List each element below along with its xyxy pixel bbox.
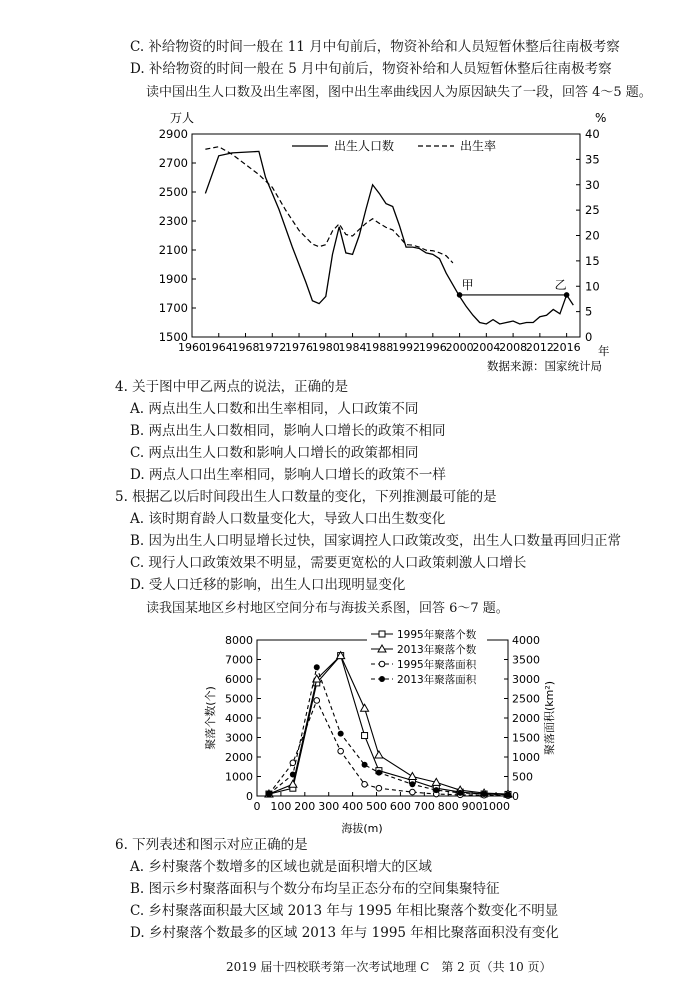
series-1-point [361, 704, 369, 711]
settlement-chart [0, 626, 696, 836]
right-tick-label: 2000 [512, 712, 540, 725]
x-unit-label: 年 [598, 344, 610, 358]
legend-births-label: 出生人口数 [334, 139, 395, 153]
x-tick-label: 1988 [365, 341, 394, 354]
x-tick-label: 2012 [525, 341, 554, 354]
question-4-option-d: D. 两点人口出生率相同，影响人口增长的政策不一样 [130, 467, 446, 483]
x-tick-label: 2000 [445, 341, 474, 354]
left-unit-label: 万人 [170, 111, 195, 125]
series-1-point [375, 751, 383, 758]
legend-label-0: 1995年聚落个数 [397, 629, 477, 641]
x-tick-label: 100 [270, 800, 292, 813]
left-tick-label: 4000 [225, 712, 253, 725]
left-tick-label: 2300 [158, 214, 188, 228]
right-tick-label: 4000 [512, 634, 540, 647]
question-6: 6. 下列表述和图示对应正确的是 [115, 837, 308, 853]
question-4-option-c: C. 两点出生人口数和影响人口增长的政策都相同 [130, 445, 419, 461]
right-tick-label: 3000 [512, 673, 540, 686]
x-tick-label: 1996 [418, 341, 447, 354]
series-line-2 [269, 700, 508, 795]
right-tick-label: 2500 [512, 692, 540, 706]
legend-label-1: 2013年聚落个数 [397, 644, 477, 656]
series-1-point [289, 780, 297, 787]
point-yi-label: 乙 [554, 277, 567, 292]
question-5: 5. 根据乙以后时间段出生人口数量的变化，下列推测最可能的是 [115, 489, 497, 505]
x-tick-label: 200 [294, 800, 316, 813]
question-6-option-d: D. 乡村聚落个数最多的区域 2013 年与 1995 年相比聚落面积没有变化 [130, 925, 559, 941]
x-tick-label: 300 [318, 800, 340, 813]
question-5-option-c: C. 现行人口政策效果不明显，需要更宽松的人口政策刺激人口增长 [130, 555, 527, 571]
right-unit-label: % [595, 111, 607, 125]
right-tick-label: 5 [585, 304, 593, 319]
x-tick-label: 900 [461, 800, 483, 813]
left-tick-label: 1900 [158, 272, 188, 286]
question-4-option-b: B. 两点出生人口数相同，影响人口增长的政策不相同 [130, 423, 446, 439]
series-3-point [433, 787, 439, 793]
right-tick-label: 500 [512, 770, 533, 784]
right-tick-label: 0 [585, 330, 593, 344]
x-tick-label: 2008 [499, 341, 528, 354]
question-4: 4. 关于图中甲乙两点的说法，正确的是 [115, 379, 349, 395]
series-2-point [376, 785, 382, 791]
page-footer: 2019 届十四校联考第一次考试地理 C 第 2 页（共 10 页） [226, 960, 552, 974]
left-axis-label: 聚落个数(个) [204, 686, 217, 750]
question-5-option-a: A. 该时期育龄人口数量变化大，导致人口出生数变化 [130, 511, 446, 527]
x-tick-label: 1964 [204, 341, 233, 354]
x-tick-label: 1980 [311, 341, 340, 354]
plot-frame [192, 134, 580, 337]
series-3-point [481, 791, 487, 797]
x-tick-label: 1992 [392, 341, 421, 354]
intro-chart2: 读我国某地区乡村地区空间分布与海拔关系图，回答 6～7 题。 [146, 601, 509, 616]
left-tick-label: 6000 [225, 673, 253, 686]
right-axis-label: 聚落面积(km²) [543, 680, 556, 756]
right-tick-label: 40 [585, 127, 600, 141]
series-2-point [338, 748, 344, 754]
intro-chart1: 读中国出生人口数及出生率图，图中出生率曲线因人为原因缺失了一段，回答 4～5 题。 [146, 85, 652, 100]
left-tick-label: 3000 [225, 731, 253, 745]
question-5-option-b: B. 因为出生人口明显增长过快，国家调控人口政策改变，出生人口数量再回归正常 [130, 533, 622, 549]
right-tick-label: 10 [585, 279, 600, 294]
birth-chart [0, 108, 696, 378]
right-tick-label: 1500 [512, 731, 540, 745]
right-tick-label: 3500 [512, 653, 540, 667]
left-tick-label: 1500 [158, 330, 188, 344]
legend-label-2: 1995年聚落面积 [397, 659, 477, 671]
series-2-point [362, 782, 368, 788]
birth-rate-line [205, 147, 453, 263]
legend-marker-0 [379, 631, 385, 637]
question-6-option-c: C. 乡村聚落面积最大区域 2013 年与 1995 年相比聚落个数变化不明显 [130, 903, 559, 919]
series-2-point [410, 789, 416, 795]
series-2-point [290, 760, 296, 766]
x-tick-label: 800 [437, 800, 459, 813]
left-tick-label: 5000 [225, 692, 253, 706]
legend-marker-2 [379, 661, 385, 667]
x-tick-label: 500 [366, 800, 388, 813]
point-jia-label: 甲 [461, 277, 474, 292]
question-5-option-d: D. 受人口迁移的影响，出生人口出现明显变化 [130, 577, 406, 593]
left-tick-label: 1000 [225, 770, 253, 784]
question-6-option-a: A. 乡村聚落个数增多的区域也就是面积增大的区域 [130, 859, 432, 875]
point-jia [457, 292, 463, 298]
point-yi [564, 292, 570, 298]
question-6-option-b: B. 图示乡村聚落面积与个数分布均呈正态分布的空间集聚特征 [130, 881, 500, 897]
x-tick-label: 1976 [285, 341, 314, 354]
right-tick-label: 25 [585, 203, 600, 218]
series-3-point [314, 664, 320, 670]
left-tick-label: 2900 [158, 127, 188, 141]
series-3-point [290, 772, 296, 778]
question-4-option-a: A. 两点出生人口数和出生率相同，人口政策不同 [130, 401, 419, 417]
series-3-point [409, 781, 415, 787]
left-tick-label: 2700 [158, 156, 188, 170]
x-tick-label: 0 [253, 800, 261, 813]
x-tick-label: 400 [342, 800, 364, 813]
right-tick-label: 0 [512, 790, 519, 803]
left-tick-label: 2100 [158, 243, 188, 257]
right-tick-label: 30 [585, 177, 600, 192]
series-3-point [457, 790, 463, 796]
x-tick-label: 1960 [178, 341, 206, 354]
series-3-point [505, 792, 511, 798]
x-tick-label: 1972 [258, 341, 287, 354]
x-tick-label: 2004 [472, 341, 501, 354]
x-tick-label: 600 [389, 800, 411, 813]
x-tick-label: 2016 [552, 341, 581, 354]
right-tick-label: 1000 [512, 751, 540, 764]
legend-marker-3 [379, 676, 385, 682]
legend-label-3: 2013年聚落面积 [397, 674, 477, 686]
x-tick-label: 1984 [338, 341, 367, 354]
series-3-point [376, 770, 382, 776]
x-axis-label: 海拔(m) [341, 822, 383, 835]
series-3-point [338, 731, 344, 737]
x-tick-label: 700 [413, 800, 435, 813]
option-d-q3: D. 补给物资的时间一般在 5 月中旬前后，物资补给和人员短暂休整后往南极考察 [130, 61, 612, 77]
series-3-point [266, 791, 272, 797]
right-tick-label: 35 [585, 152, 600, 167]
left-tick-label: 7000 [225, 653, 253, 667]
legend-rate-label: 出生率 [460, 139, 497, 153]
left-tick-label: 0 [246, 790, 253, 803]
series-0-point [362, 733, 368, 739]
series-3-point [362, 762, 368, 768]
right-tick-label: 15 [585, 253, 600, 268]
x-tick-label: 1968 [231, 341, 260, 354]
right-tick-label: 20 [585, 228, 600, 243]
series-1-point [408, 773, 416, 780]
left-tick-label: 2000 [225, 751, 253, 764]
series-2-point [314, 698, 320, 704]
left-tick-label: 8000 [225, 634, 253, 647]
source-label: 数据来源：国家统计局 [487, 359, 602, 373]
option-c-q3: C. 补给物资的时间一般在 11 月中旬前后，物资补给和人员短暂休整后往南极考察 [130, 39, 620, 55]
left-tick-label: 1700 [158, 301, 188, 315]
left-tick-label: 2500 [158, 185, 188, 199]
x-tick-label: 1000 [482, 800, 511, 813]
births-line [205, 151, 573, 324]
